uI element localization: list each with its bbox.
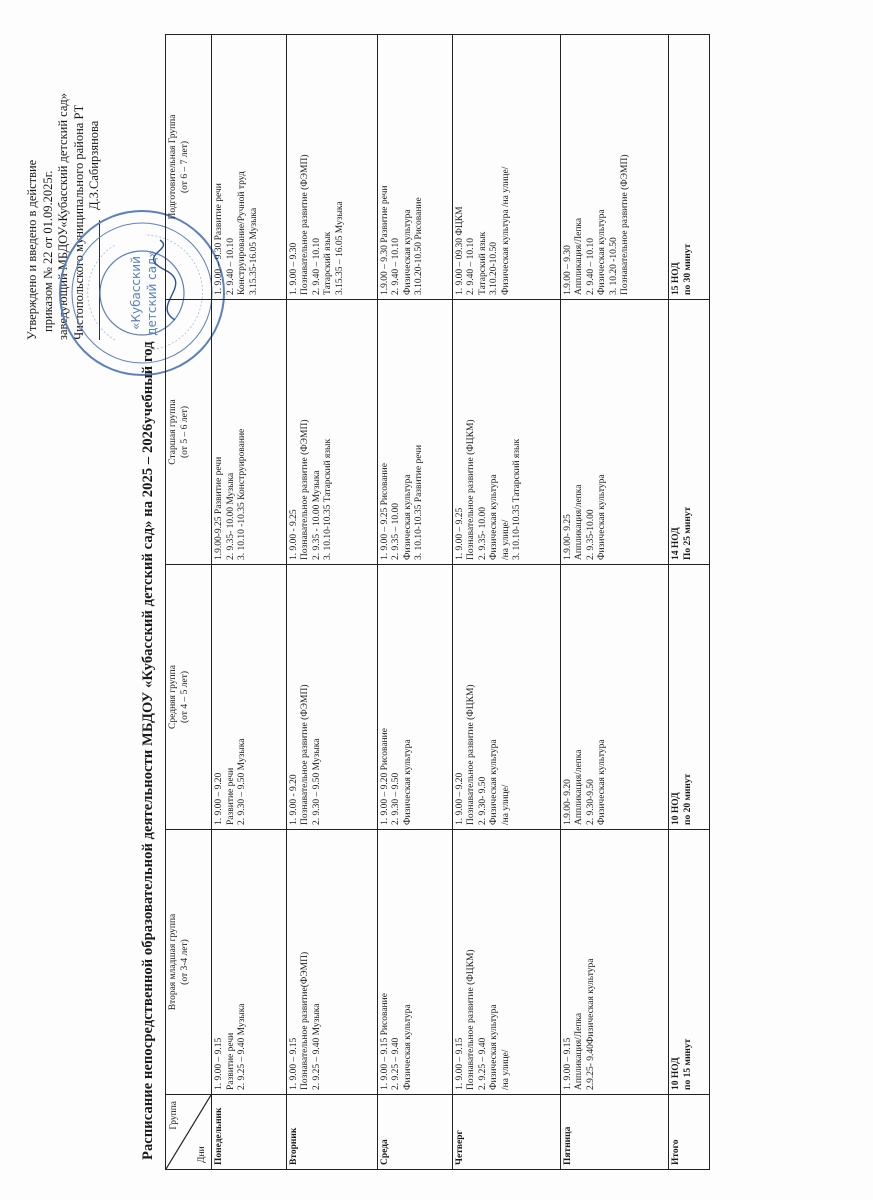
seal-text-2: детский сад» [145, 250, 159, 336]
cell-line: 2. 9.40 – 10.10 [391, 238, 402, 295]
cell-line: Физическая культура [597, 474, 608, 560]
schedule-cell [377, 35, 452, 300]
column-header-group-4 [166, 35, 212, 300]
approval-line-1: Утверждено и введено в действие [25, 159, 39, 340]
cell-line: 3.15.35-16.05 Музыка [248, 207, 259, 295]
day-label: Вторник [286, 1095, 377, 1170]
schedule-cell [669, 300, 710, 565]
day-label: Пятница [560, 1095, 668, 1170]
cell-line: Познавательное развитие(ФЭМП) [300, 951, 311, 1090]
cell-line: 2. 9.25 – 9.40 Музыка [237, 1003, 247, 1090]
schedule-cell [286, 35, 377, 300]
approval-line-3: заведующий МБДОУ«Кубасский детский сад» [56, 92, 70, 340]
cell-line: Физическая культура [402, 474, 413, 560]
cell-line: Физическая культура [597, 739, 608, 825]
cell-line: Физическая культура [402, 209, 413, 295]
cell-line: Аппликация/лепка [574, 749, 585, 825]
cell-line: Конструирование/Ручной труд [237, 171, 247, 295]
column-name: Вторая младшая группа [168, 913, 178, 1011]
schedule-cell [212, 300, 287, 565]
schedule-cell [560, 830, 668, 1095]
column-age: (от 3-4 лет) [179, 939, 190, 985]
cell-line: 2. 9.30 – 9.50 [391, 772, 402, 825]
cell-line: Развитие речи [225, 1032, 236, 1090]
cell-line: Познавательное развитие (ФЭМП) [300, 419, 311, 560]
table-header-row [166, 35, 212, 1170]
cell-line: 1.9.00 – 9.30 [562, 245, 573, 295]
signature-name: Д.З.Сабирзянова [87, 120, 101, 210]
cell-line: 3.10.20-10.50 Рисование [414, 197, 425, 295]
schedule-cell [669, 35, 710, 300]
corner-days-label: Дни [196, 1146, 207, 1163]
cell-line: Развитие речи [225, 767, 236, 825]
cell-line: Физическая культура [489, 739, 500, 825]
cell-line: 2. 9.25 – 9.40 Музыка [311, 1003, 322, 1090]
cell-line: 1. 9.00 – 9.20 [454, 772, 465, 825]
schedule-cell [286, 300, 377, 565]
column-header-group-1 [166, 830, 212, 1095]
cell-line: Познавательное развитие (ФЭМП) [300, 154, 311, 295]
schedule-cell [286, 830, 377, 1095]
column-name: Старшая группа [168, 399, 178, 465]
cell-line: 2. 9.40 – 10.10 [466, 238, 477, 295]
cell-line: по 20 минут [682, 773, 693, 825]
cell-line: 3. 10.10 -10.35 Конструирование [237, 428, 247, 560]
cell-line: 1. 9.00 – 9.30 Развитие речи [214, 183, 224, 295]
cell-line: 2. 9.35- 10.00 [477, 506, 488, 560]
schedule-cell [212, 35, 287, 300]
column-name: Средняя группа [168, 665, 178, 729]
cell-line: Татарский язык [477, 231, 488, 295]
cell-line: 10 НОД [671, 792, 681, 825]
cell-line: 1. 9.00 – 9.25 Рисование [379, 463, 390, 560]
schedule-cell [669, 565, 710, 830]
schedule-cell [377, 830, 452, 1095]
cell-line: Познавательное развитие (ФЦКМ) [466, 949, 477, 1090]
column-age: (от 5 – 6 лет) [179, 406, 190, 458]
cell-line: Физическая культура [597, 209, 608, 295]
cell-line: 2.9.25- 9.40Физическая культура [585, 958, 596, 1090]
schedule-cell [286, 565, 377, 830]
schedule-table-wrapper [165, 35, 710, 1170]
column-header-group-3 [166, 300, 212, 565]
cell-line: 3. 10.20 -10.50 [608, 237, 619, 295]
cell-line: 2. 9.40 – 10.10 [585, 238, 596, 295]
cell-line: 2. 9.40 – 10.10 [225, 238, 236, 295]
cell-line: 1.9.00-9.25 Развитие речи [214, 456, 224, 560]
schedule-cell [377, 565, 452, 830]
schedule-cell [452, 35, 560, 300]
cell-line: 2. 9.35 - 10.00 Музыка [311, 470, 322, 560]
column-age: (от 6 – 7 лет) [179, 141, 190, 193]
cell-line: Познавательное развитие (ФЦКМ) [466, 419, 477, 560]
column-name: Подготовительная Группа [168, 114, 178, 220]
day-label: Понедельник [212, 1095, 287, 1170]
cell-line: 1. 9.00 - 9.20 [288, 774, 299, 825]
cell-line: 2. 9.30 – 9.50 Музыка [311, 738, 322, 825]
cell-line: Физическая культура /на улице/ [500, 166, 511, 295]
table-row [452, 35, 560, 1170]
schedule-table [165, 34, 710, 1170]
document-title: Расписание непосредственной образовательной деятельности МБДОУ «Кубасский детский сад» на 2025 – 2026учебный год [140, 341, 156, 1160]
schedule-cell [560, 300, 668, 565]
cell-line: Татарский язык [323, 231, 334, 295]
cell-line: 2. 9.30 – 9.50 Музыка [237, 738, 247, 825]
schedule-cell [452, 830, 560, 1095]
cell-line: 1. 9.00 – 9.20 Рисование [379, 728, 390, 825]
schedule-cell [212, 565, 287, 830]
cell-line: 1.9.00 – 9.30 Развитие речи [379, 185, 390, 295]
cell-line: 2. 9.40 – 10.10 [311, 238, 322, 295]
cell-line: 2. 9.25 – 9.40 [391, 1037, 402, 1090]
cell-line: 2. 9.25 – 9.40 [477, 1037, 488, 1090]
cell-line: 10 НОД [671, 1057, 681, 1090]
approval-line-4: Чистопольского муниципального района РТ [71, 104, 86, 340]
cell-line: 3. 10.10-10.35 Татарский язык [323, 438, 334, 560]
cell-line: 1. 9.00 – 9.25 [454, 507, 465, 560]
cell-line: 1. 9.00 - 9.25 [288, 509, 299, 560]
day-label: Итого [669, 1095, 710, 1170]
header-corner [166, 1095, 212, 1170]
cell-line: 1. 9.00 – 9.15 [454, 1037, 465, 1090]
table-row-total [669, 35, 710, 1170]
cell-line: 1. 9.00 – 9.15 [288, 1037, 299, 1090]
cell-line: 2. 9.35-10.00 [585, 509, 596, 560]
cell-line: 3. 10.10-10.35 Развитие речи [414, 444, 425, 560]
cell-line: Аппликация/лепка [574, 484, 585, 560]
corner-groups-label: Группа [169, 1101, 179, 1130]
schedule-cell [212, 830, 287, 1095]
cell-line: 1. 9.00 – 9.30 [288, 242, 299, 295]
table-row [377, 35, 452, 1170]
cell-line: /на улице/ [500, 784, 511, 825]
table-row [560, 35, 668, 1170]
cell-line: 3.10.20-10.50 [489, 241, 500, 295]
column-age: (от 4 – 5 лет) [179, 671, 190, 723]
cell-line: 2. 9.35- 10.00 Музыка [225, 472, 236, 560]
cell-line: 1.9.00- 9.20 [562, 779, 573, 825]
cell-line: 1. 9.00 – 9.15 [214, 1037, 224, 1090]
cell-line: Физическая культура [489, 1004, 500, 1090]
cell-line: /на улице/ [500, 519, 511, 560]
cell-line: 14 НОД [671, 527, 681, 560]
cell-line: Аппликация/Лепка [574, 1012, 585, 1090]
schedule-cell [560, 35, 668, 300]
cell-line: /на улице/ [500, 1049, 511, 1090]
column-header-group-2 [166, 565, 212, 830]
cell-line: 3.15.35 – 16.05 Музыка [334, 201, 345, 295]
cell-line: Физическая культура [402, 1004, 413, 1090]
cell-line: Аппликация/Лепка [574, 217, 585, 295]
cell-line: 1. 9.00 – 9.20 [214, 772, 224, 825]
cell-line: 1. 9.00 – 9.15 [562, 1037, 573, 1090]
cell-line: Познавательное развитие (ФЦКМ) [466, 684, 477, 825]
schedule-cell [452, 565, 560, 830]
schedule-cell [452, 300, 560, 565]
cell-line: 15 НОД [671, 262, 681, 295]
cell-line: 1.9.00- 9.25 [562, 514, 573, 560]
cell-line: 1. 9.00 – 09.30 ФЦКМ [454, 206, 465, 295]
cell-line: Познавательное развитие (ФЭМП) [300, 684, 311, 825]
cell-line: по 15 минут [682, 1038, 693, 1090]
seal-text-1: «Кубасский [129, 256, 143, 330]
cell-line: 2. 9.35 – 10.00 [391, 503, 402, 560]
table-row [286, 35, 377, 1170]
cell-line: 3. 10.10-10.35 Татарский язык [512, 438, 523, 560]
cell-line: по 30 минут [682, 243, 693, 295]
schedule-cell [560, 565, 668, 830]
cell-line: 2. 9.30-9.50 [585, 779, 596, 825]
day-label: Среда [377, 1095, 452, 1170]
cell-line: По 25 минут [682, 506, 693, 560]
cell-line: Физическая культура [402, 739, 413, 825]
approval-line-2: приказом № 22 от 01.09.2025г. [40, 170, 55, 332]
cell-line: Физическая культура [489, 474, 500, 560]
table-row [212, 35, 287, 1170]
schedule-cell [377, 300, 452, 565]
schedule-cell [669, 830, 710, 1095]
cell-line: 2. 9.30- 9.50 [477, 776, 488, 825]
schedule-body [212, 35, 710, 1170]
cell-line: Познавательное развитие (ФЭМП) [620, 154, 631, 295]
cell-line: 1. 9.00 – 9.15 Рисование [379, 993, 390, 1090]
day-label: Четверг [452, 1095, 560, 1170]
